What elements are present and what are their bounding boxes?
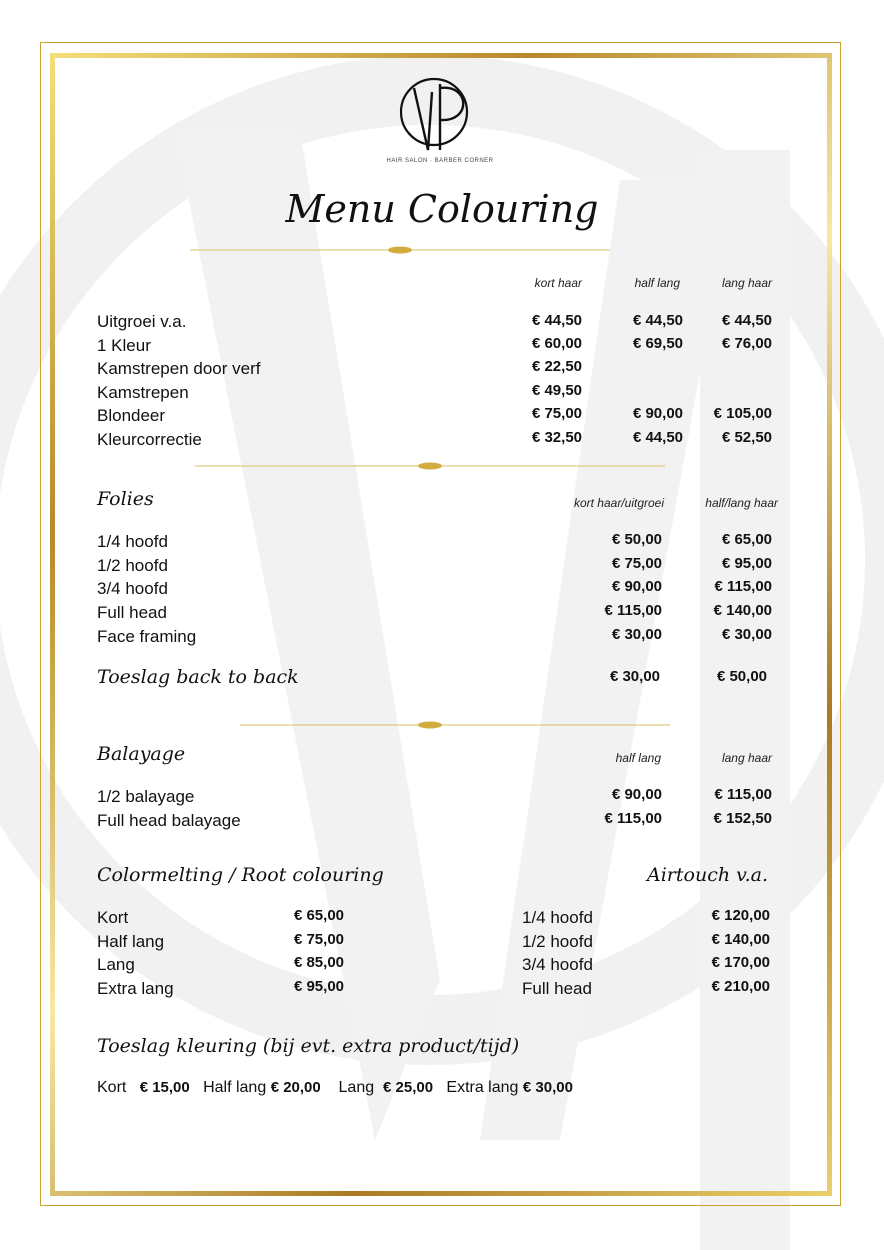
balayage-price: € 152,50 <box>713 810 772 827</box>
logo-tagline: HAIR SALON · BARBER CORNER <box>386 158 494 164</box>
folies-label: 3/4 hoofd <box>97 579 168 598</box>
folies-price: € 95,00 <box>721 555 772 572</box>
balayage-price: € 115,00 <box>714 786 772 803</box>
folies-label: Face framing <box>97 627 197 646</box>
folies-label: Full head <box>97 603 167 622</box>
folies-price: € 30,00 <box>721 626 772 643</box>
toeslag-back-to-back-price: € 30,00 <box>609 668 660 685</box>
folies-price: € 115,00 <box>604 602 662 619</box>
colouring-price: € 105,00 <box>713 405 772 422</box>
toeslag-label: Kort <box>97 1079 127 1096</box>
colouring-price: € 22,50 <box>531 358 582 375</box>
colormelting-title: Colormelting / Root colouring <box>97 864 384 886</box>
header-half-lang-haar: half/lang haar <box>705 496 778 510</box>
colouring-label-1-kleur: 1 Kleur <box>97 336 151 355</box>
folies-price: € 65,00 <box>721 531 772 548</box>
colouring-price: € 75,00 <box>531 405 582 422</box>
toeslag-price: € 30,00 <box>522 1079 573 1096</box>
toeslag-label: Extra lang <box>446 1079 519 1096</box>
colouring-label-kleurcorrectie: Kleurcorrectie <box>97 430 202 449</box>
toeslag-kleuring-title: Toeslag kleuring (bij evt. extra product/tijd) <box>97 1035 520 1057</box>
folies-price: € 90,00 <box>611 578 662 595</box>
colormelting-price: € 85,00 <box>293 954 344 971</box>
ornament-divider-2 <box>195 458 665 474</box>
header-lang-haar: lang haar <box>721 276 772 290</box>
colouring-price: € 44,50 <box>721 312 772 329</box>
toeslag-price: € 15,00 <box>139 1079 190 1096</box>
colouring-price: € 44,50 <box>632 312 683 329</box>
folies-price: € 50,00 <box>611 531 662 548</box>
folies-label: 1/4 hoofd <box>97 532 168 551</box>
colouring-price: € 60,00 <box>531 335 582 352</box>
colouring-price: € 32,50 <box>531 429 582 446</box>
header-half-lang: half lang <box>634 276 680 290</box>
colormelting-price: € 75,00 <box>293 931 344 948</box>
colouring-price: € 90,00 <box>632 405 683 422</box>
toeslag-price: € 25,00 <box>383 1079 434 1096</box>
toeslag-label: Half lang <box>203 1079 267 1096</box>
colormelting-label: Lang <box>97 955 135 974</box>
colouring-label-kamstrepen: Kamstrepen <box>97 383 189 402</box>
colormelting-label: Half lang <box>97 932 165 951</box>
folies-price: € 140,00 <box>713 602 772 619</box>
airtouch-title: Airtouch v.a. <box>647 864 768 886</box>
colormelting-price: € 65,00 <box>293 907 344 924</box>
airtouch-price: € 210,00 <box>711 978 770 995</box>
header-balayage-lang-haar: lang haar <box>721 751 772 765</box>
ornament-divider-1 <box>190 242 610 258</box>
colouring-price: € 69,50 <box>632 335 683 352</box>
airtouch-price: € 120,00 <box>711 907 770 924</box>
balayage-price: € 90,00 <box>611 786 662 803</box>
airtouch-price: € 170,00 <box>711 954 770 971</box>
colormelting-label: Extra lang <box>97 979 174 998</box>
toeslag-back-to-back-price: € 50,00 <box>716 668 767 685</box>
folies-price: € 75,00 <box>611 555 662 572</box>
colouring-label-blondeer: Blondeer <box>97 406 166 425</box>
airtouch-label: 1/2 hoofd <box>522 932 593 951</box>
toeslag-label: Lang <box>338 1079 375 1096</box>
colormelting-price: € 95,00 <box>293 978 344 995</box>
ornament-divider-3 <box>240 717 670 733</box>
airtouch-label: Full head <box>522 979 592 998</box>
toeslag-kleuring-line <box>97 1080 573 1096</box>
folies-price: € 115,00 <box>714 578 772 595</box>
balayage-label: Full head balayage <box>97 811 241 830</box>
header-kort-uitgroei: kort haar/uitgroei <box>573 496 664 510</box>
header-kort-haar: kort haar <box>534 276 582 290</box>
colouring-price: € 49,50 <box>531 382 582 399</box>
colormelting-label: Kort <box>97 908 129 927</box>
toeslag-price: € 20,00 <box>270 1079 321 1096</box>
balayage-label: 1/2 balayage <box>97 787 195 806</box>
page-title: Menu Colouring <box>285 187 599 231</box>
colouring-price: € 52,50 <box>721 429 772 446</box>
folies-label: 1/2 hoofd <box>97 556 168 575</box>
colouring-price: € 76,00 <box>721 335 772 352</box>
colouring-price: € 44,50 <box>531 312 582 329</box>
balayage-price: € 115,00 <box>604 810 662 827</box>
colouring-label-kamstrepen-verf: Kamstrepen door verf <box>97 359 261 378</box>
folies-title: Folies <box>97 488 154 510</box>
vip-logo <box>392 70 476 154</box>
colouring-label-uitgroei: Uitgroei v.a. <box>97 312 187 331</box>
airtouch-label: 3/4 hoofd <box>522 955 593 974</box>
airtouch-label: 1/4 hoofd <box>522 908 593 927</box>
colouring-price: € 44,50 <box>632 429 683 446</box>
balayage-title: Balayage <box>97 743 186 765</box>
toeslag-back-to-back-label: Toeslag back to back <box>97 666 299 688</box>
airtouch-price: € 140,00 <box>711 931 770 948</box>
folies-price: € 30,00 <box>611 626 662 643</box>
header-balayage-half-lang: half lang <box>615 751 661 765</box>
